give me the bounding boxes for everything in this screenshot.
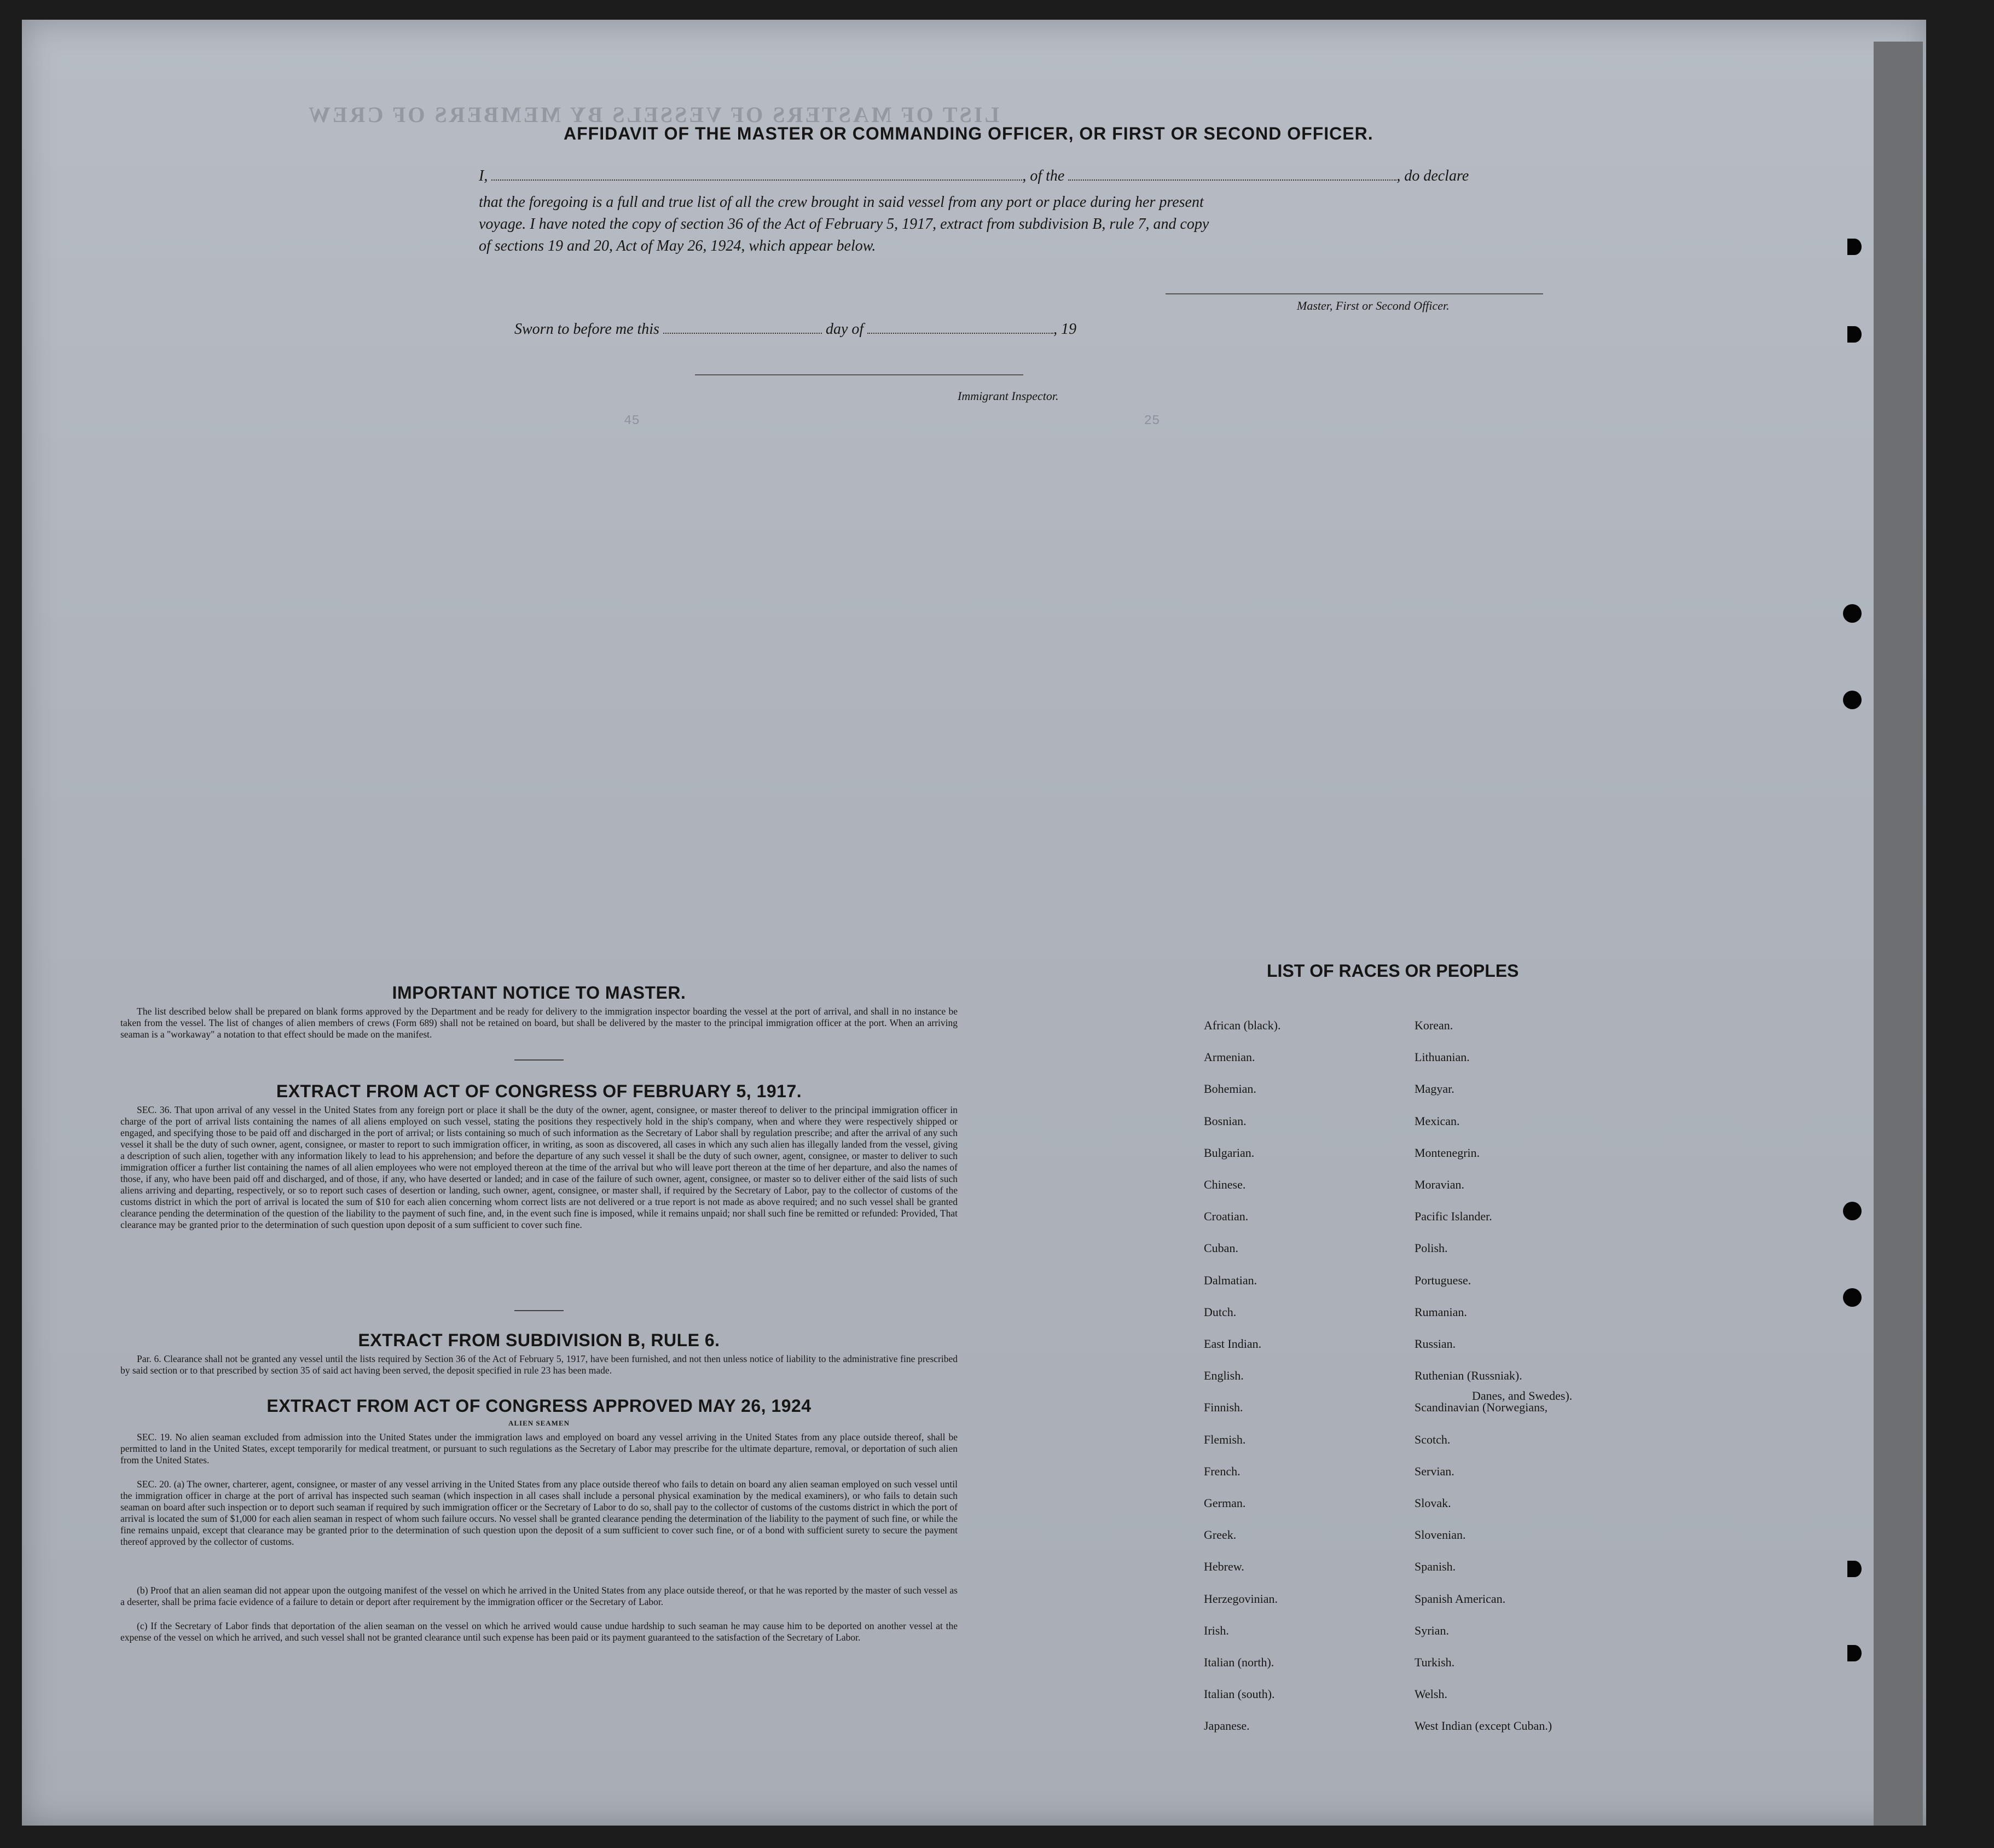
officer-name-blank[interactable] (491, 166, 1022, 181)
divider (514, 1059, 564, 1061)
year-label: , 19 (1053, 321, 1077, 338)
race-item: Spanish American. (1415, 1592, 1506, 1606)
binder-hole (1847, 326, 1862, 343)
race-item: Servian. (1415, 1464, 1454, 1478)
inspector-caption: Immigrant Inspector. (958, 389, 1059, 403)
vessel-name-blank[interactable] (1068, 166, 1396, 181)
race-item: Hebrew. (1204, 1560, 1244, 1573)
race-scandinavian-continued: Danes, and Swedes). (1472, 1389, 1573, 1403)
race-item: Cuban. (1204, 1241, 1238, 1255)
act-1917-title: EXTRACT FROM ACT OF CONGRESS OF FEBRUARY 5, 1917. (276, 1081, 802, 1101)
affidavit-declaration-line (479, 166, 1562, 185)
sworn-label: Sworn to before me this (514, 321, 659, 338)
act-1924-sec-19: SEC. 19. No alien seaman excluded from admission into the United States under the immigration laws and employed on board any vessel arriving in the United States from any place outside thereof, shall be permitted to land in the United States, except temporarily for medical treatment, or pursuant to such regulations as the Secretary of Labor may prescribe for the ultimate departure, removal, or deportation of such alien from the United States. (120, 1432, 958, 1465)
race-item: Ruthenian (Russniak). (1415, 1369, 1522, 1382)
affidavit-text-line-2: that the foregoing is a full and true list of all the crew brought in said vessel from any port or place during her present (479, 194, 1204, 211)
race-item: Polish. (1415, 1241, 1448, 1255)
affidavit-text-line-3: voyage. I have noted the copy of section 36 of the Act of February 5, 1917, extract from subdivision B, rule 7, and copy (479, 216, 1209, 233)
race-item: Scandinavian (Norwegians, (1415, 1400, 1548, 1414)
race-item: Bulgarian. (1204, 1146, 1255, 1160)
act-1924-sec-20c: (c) If the Secretary of Labor finds that deportation of the alien seaman on the vessel on which he arrived would cause undue hardship to such seaman he may cause him to be deported on another vessel at the expense of the vessel on which he arrived, and such vessel shall not be granted clearance until such expense has been paid or its payment guaranteed to the satisfaction of the Secretary of Labor. (120, 1620, 958, 1643)
race-item: Rumanian. (1415, 1305, 1467, 1319)
page-edge (1874, 42, 1923, 1826)
act-1924-subtitle: ALIEN SEAMEN (508, 1419, 570, 1427)
act-1924-sec-20a: SEC. 20. (a) The owner, charterer, agent, consignee, or master of any vessel arriving in the United States from any place outside thereof who fails to detain on board any alien seaman employed on such vessel until the immigration officer in charge at the port of arrival has inspected such seaman (which inspection in all cases shall include a personal physical examination by the medical examiners), or who fails to detain such seaman on board after such inspection or to deport such seaman if required by such immigration officer or the Secretary of Labor to do so, shall pay to the collector of customs of the customs district in which the port of arrival is located the sum of $1,000 for each alien seaman in respect of whom such failure occurs. No vessel shall be granted clearance pending the determination of the liability to the payment of such fine, or while the fine remains unpaid, except that clearance may be granted prior to the determination of such question upon the deposit of a sum sufficient to cover such fine, or of a bond with sufficient surety to secure the payment thereof approved by the collector of customs. (120, 1479, 958, 1547)
sworn-day-blank[interactable] (663, 320, 822, 334)
sworn-month-blank[interactable] (867, 320, 1053, 334)
binder-hole (1847, 1645, 1862, 1661)
day-of-label: day of (825, 321, 864, 338)
affidavit-declare-label: , do declare (1396, 167, 1469, 184)
affidavit-text-line-4: of sections 19 and 20, Act of May 26, 1924, which appear below. (479, 237, 876, 254)
rule-6-text: Par. 6. Clearance shall not be granted any vessel until the lists required by Section 36 of the Act of February 5, 1917, have been furnished, and not then unless notice of liability to the administrative fine prescribed by said section or to that prescribed by section 35 of said act having been served, the deposit specified in rule 23 has been made. (120, 1353, 958, 1376)
race-item: African (black). (1204, 1018, 1281, 1032)
race-item: Portuguese. (1415, 1273, 1471, 1287)
race-item: Herzegovinian. (1204, 1592, 1278, 1606)
race-item: Korean. (1415, 1018, 1453, 1032)
race-item: Turkish. (1415, 1655, 1455, 1669)
notice-text: The list described below shall be prepared on blank forms approved by the Department and be ready for delivery to the immigration inspector boarding the vessel at the port of arrival, and shall in no instance be taken from the vessel. The list of changes of alien members of crews (Form 689) shall not be retained on board, but shall be delivered by the master to the principal immigration officer at the port. When an arriving seaman is a "workaway" a notation to that effect should be made on the manifest. (120, 1006, 958, 1040)
race-item: Croatian. (1204, 1209, 1249, 1223)
binder-hole (1843, 1288, 1862, 1307)
race-item: Irish. (1204, 1624, 1229, 1637)
race-item: Dalmatian. (1204, 1273, 1257, 1287)
affidavit-of-the-label: , of the (1022, 167, 1065, 184)
affidavit-title: AFFIDAVIT OF THE MASTER OR COMMANDING OFFICER, OR FIRST OR SECOND OFFICER. (564, 124, 1373, 143)
binder-hole (1843, 691, 1862, 709)
bleed-through-row: 45 25 (624, 414, 1680, 428)
race-item: Bohemian. (1204, 1082, 1256, 1096)
race-item: Bosnian. (1204, 1114, 1247, 1128)
race-item: Slovak. (1415, 1496, 1451, 1510)
race-item: Montenegrin. (1415, 1146, 1480, 1160)
binder-hole (1847, 239, 1862, 255)
officer-caption: Master, First or Second Officer. (1297, 299, 1450, 312)
document-page (22, 20, 1926, 1826)
race-item: Italian (south). (1204, 1687, 1275, 1701)
race-item: Greek. (1204, 1528, 1237, 1542)
bleed-through-heading: LIST OF MASTERS OF VESSELS BY MEMBERS OF CREW (306, 102, 1000, 127)
race-item: Armenian. (1204, 1050, 1255, 1064)
race-item: Dutch. (1204, 1305, 1237, 1319)
rule-6-title: EXTRACT FROM SUBDIVISION B, RULE 6. (358, 1330, 720, 1350)
race-item: English. (1204, 1369, 1244, 1382)
binder-hole (1847, 1561, 1862, 1577)
race-item: French. (1204, 1464, 1241, 1478)
race-item: German. (1204, 1496, 1246, 1510)
race-item: Mexican. (1415, 1114, 1460, 1128)
race-item: Lithuanian. (1415, 1050, 1470, 1064)
notice-title: IMPORTANT NOTICE TO MASTER. (392, 983, 686, 1003)
sworn-line (514, 320, 1076, 338)
race-item: Japanese. (1204, 1719, 1250, 1733)
act-1917-text: SEC. 36. That upon arrival of any vessel in the United States from any foreign port or place it shall be the duty of the owner, agent, consignee, or master thereof to deliver to the principal immigration officer in charge of the port of arrival lists containing the names of all aliens employed on such vessel, stating the positions they respectively hold in the ship's company, when and where they were respectively shipped or engaged, and specifying those to be paid off and discharged in the port of arrival; or lists containing so much of such information as the Secretary of Labor shall by regulation prescribe; and after the arrival of any such vessel it shall be the duty of such owner, agent, consignee, or master to report to such immigration officer, in writing, as soon as discovered, all cases in which any such alien has illegally landed from the vessel, giving a description of such alien, together with any information likely to lead to his apprehension; and before the departure of any such vessel it shall be the duty of such owner, agent, consignee, or master to deliver to such immigration officer a further list containing the names of all alien employees who were not employed thereon at the time of the arrival but who will leave port thereon at the time of her departure, and also the names of those, if any, who have been paid off and discharged, and of those, if any, who have deserted or landed; and in case of the failure of such owner, agent, consignee, or master so to deliver either of the said lists of such aliens arriving and departing, respectively, or so to report such cases of desertion or landing, such owner, agent, consignee, or master shall, if required by the Secretary of Labor, pay to the collector of customs of the customs district in which the port of arrival is located the sum of $10 for each alien concerning whom correct lists are not delivered or a true report is not made as above required; and no such vessel shall be granted clearance pending the determination of the question of the liability to the payment of such fine, and, in the event such fine is imposed, while it remains unpaid; nor shall such fine be remitted or refunded: Provided, That clearance may be granted prior to the determination of such question upon deposit of a sum sufficient to cover such fine. (120, 1104, 958, 1230)
binder-hole (1843, 1202, 1862, 1220)
act-1924-sec-20b: (b) Proof that an alien seaman did not appear upon the outgoing manifest of the vessel on which he arrived in the United States from any place outside thereof, or that he was reported by the master of such vessel as a deserter, shall be prima facie evidence of a failure to detain or deport after requirement by the immigration officer or the Secretary of Labor. (120, 1585, 958, 1607)
race-item: West Indian (except Cuban.) (1415, 1719, 1552, 1733)
race-item: East Indian. (1204, 1337, 1262, 1351)
race-item: Syrian. (1415, 1624, 1449, 1637)
race-item: Spanish. (1415, 1560, 1456, 1573)
race-item: Pacific Islander. (1415, 1209, 1492, 1223)
act-1924-title: EXTRACT FROM ACT OF CONGRESS APPROVED MAY 26, 1924 (266, 1396, 811, 1416)
binder-hole (1843, 604, 1862, 623)
race-item: Italian (north). (1204, 1655, 1274, 1669)
races-title: LIST OF RACES OR PEOPLES (1267, 961, 1519, 981)
race-item: Welsh. (1415, 1687, 1447, 1701)
race-item: Chinese. (1204, 1178, 1246, 1191)
race-item: Magyar. (1415, 1082, 1454, 1096)
race-item: Scotch. (1415, 1433, 1451, 1446)
officer-signature-line[interactable] (1166, 293, 1543, 294)
affidavit-i-label: I, (479, 167, 488, 184)
inspector-signature-line[interactable] (695, 374, 1023, 375)
race-item: Finnish. (1204, 1400, 1243, 1414)
divider (514, 1310, 564, 1311)
race-item: Russian. (1415, 1337, 1456, 1351)
race-item: Flemish. (1204, 1433, 1246, 1446)
race-item: Moravian. (1415, 1178, 1465, 1191)
race-item: Slovenian. (1415, 1528, 1466, 1542)
